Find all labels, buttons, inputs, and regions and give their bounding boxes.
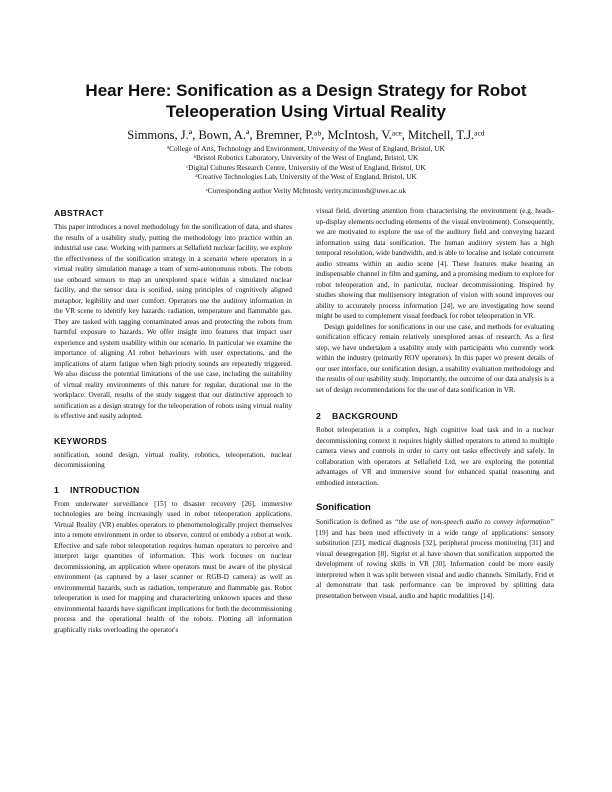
affiliation-d: ᵈCreative Technologies Lab, University of the West of England, Bristol, UK [195, 172, 417, 182]
background-number: 2 [316, 411, 322, 421]
left-column [54, 208, 292, 635]
background-heading [316, 411, 554, 422]
introduction-title: INTRODUCTION [70, 484, 140, 495]
sonification-definition-quote: “the use of non-speech audio to convey information” [394, 518, 554, 526]
sonification-lead: Sonification is defined as [316, 518, 395, 526]
sonification-body: [19] and has been used effectively in a wide range of applications: sensory substitution [23], medical diagnosis [32], peripheral process monitoring [31] and visual desegregation [8]. Sigrist et al have shown that sonification supported the development of rowing skills in VR [30]. Information could be more easily interpreted when it was split between visual and audio channels. Similarly, Frid et al demonstrate that task performance can be improved by splitting data presentation between visual, audio and haptic modalities [14]. [316, 528, 554, 600]
background-text: Robot teleoperation is a complex, high cognitive load task and in a nuclear decommissioning context it requires highly skilled operators to attend to multiple camera views and controls in order to carry out tasks effectively and safely. In collaboration with operators at Sellafield Ltd, we are exploring the potential advantages of VR and immersive sound for enhanced spatial reasoning and embodied interaction. [316, 426, 554, 487]
abstract-heading: ABSTRACT [54, 208, 104, 218]
introduction-heading [54, 485, 292, 496]
paper-title: Hear Here: Sonification as a Design Strategy for Robot Teleoperation Using Virtual Reality [85, 81, 527, 121]
author-list: Simmons, J.ª, Bown, A.ª, Bremner, P.ᵃᵇ, McIntosh, V.ᵃᶜᵉ, Mitchell, T.J.ᵃᶜᵈ [127, 128, 485, 142]
introduction-second-paragraph: Design guidelines for sonifications in our use case, and methods for evaluating sonification efficacy remain relatively unexplored areas of research. As a first step, we have undertaken a usability study with participants who currently work within the industry (primarily ROV operators). In this paper we present details of our user interface, our sonification design, a usability evaluation methodology and the results of our usability study. Importantly, the outcome of our data analysis is a set of design recommendations for the use of data sonification in VR. [316, 322, 554, 394]
introduction-number: 1 [54, 484, 60, 495]
affiliation-a: ªCollege of Arts, Technology and Environment, University of the West of England, Bristol, UK [167, 144, 445, 153]
affiliation-c: ᶜDigital Cultures Research Centre, University of the West of England, Bristol, UK [186, 162, 426, 172]
keywords-heading: KEYWORDS [54, 435, 108, 446]
abstract-text: This paper introduces a novel methodology for the sonification of data, and shares the results of a usability study, putting the methodology into practice within an industrial use case. Working with partners at Sellafield nuclear facility, we explore the effectiveness of the sonification strategy in a scenario where operators in a virtual reality simulation manage a team of semi-autonomous robots. The robots use onboard sensors to map an unexplored space within a simulated nuclear facility, and the sensor data is sonified, using principles of cognitively aligned metaphor, legibility and user comfort. Operators use the auditory information in the VR scene to identify key hazards: radiation, temperature and flammable gas. They are tasked with tagging contaminated areas and protecting the robots from harmful exposure to hazards. We offer insight into features that impact user experience and system usability within our scenario. In particular we examine the importance of aligning AI robot behaviours with user expectations, and the implications of alarm fatigue when high priority sounds are repeatedly triggered. We also discuss the potential limitations of the use case, including the suitability of virtual reality environments of this nature for regular, durational use in the workplace. Overall, results of the study suggest that our distinctive approach to sonification as a design strategy for the teleoperation of robots using virtual reality is effective and easily adopted. [54, 223, 292, 420]
affiliation-b: ᵇBristol Robotics Laboratory, University of the West of England, Bristol, UK [193, 153, 419, 163]
right-column [316, 206, 554, 601]
sonification-text [316, 517, 554, 601]
introduction-text: From underwater surveillance [15] to disaster recovery [26], immersive technologies are being increasingly used in robot teleoperation applications. Virtual Reality (VR) enables operators to phenomenologically project themselves into a remote environment in order to observe, control or embody a robot at work. Effective and safe robot teleoperation requires human operators to perceive and interpret large quantities of information. This work focuses on nuclear decommissioning, an application where operators must be aware of the physical environment (as captured by a laser scanner or RGB-D camera) as well as environmental hazards, such as radiation, temperature and flammable gas. Robot teleoperation is used for mapping and characterizing unknown spaces and these environmental hazards have significant implications for both the decommissioning process and the operational health of the robots. Plotting all information graphically risks overloading the operator's [54, 499, 292, 634]
introduction-continued-text: visual field, diverting attention from characterising the environment (e.g. heads-up-display elements occluding elements of the visual environment). Consequently, we are motivated to explore the use of the auditory field and conveying hazard information using data sonification. The human auditory system has a high temporal resolution, wide bandwidth, and is able to localise and isolate concurrent audio streams within an audio scene [4]. These features make hearing an indispensable channel in film and gaming, and a promising medium to explore for robot teleoperation and, in particular, nuclear decommissioning. Inspired by studies showing that multisensory integration of vision with sound improves our ability to accurately process information [24], we are investigating how sound might be used to complement visual feedback for robot teleoperation in VR. [316, 207, 554, 320]
background-title: BACKGROUND [332, 411, 399, 421]
sonification-heading: Sonification [316, 502, 371, 513]
affiliation-block [60, 144, 552, 195]
corresponding-author: ᵉCorresponding author Verity McIntosh; verity.mcintosh@uwe.ac.uk [205, 185, 407, 195]
keywords-text: sonification, sound design, virtual reality, robotics, teleoperation, nuclear decommissioning [54, 450, 292, 469]
